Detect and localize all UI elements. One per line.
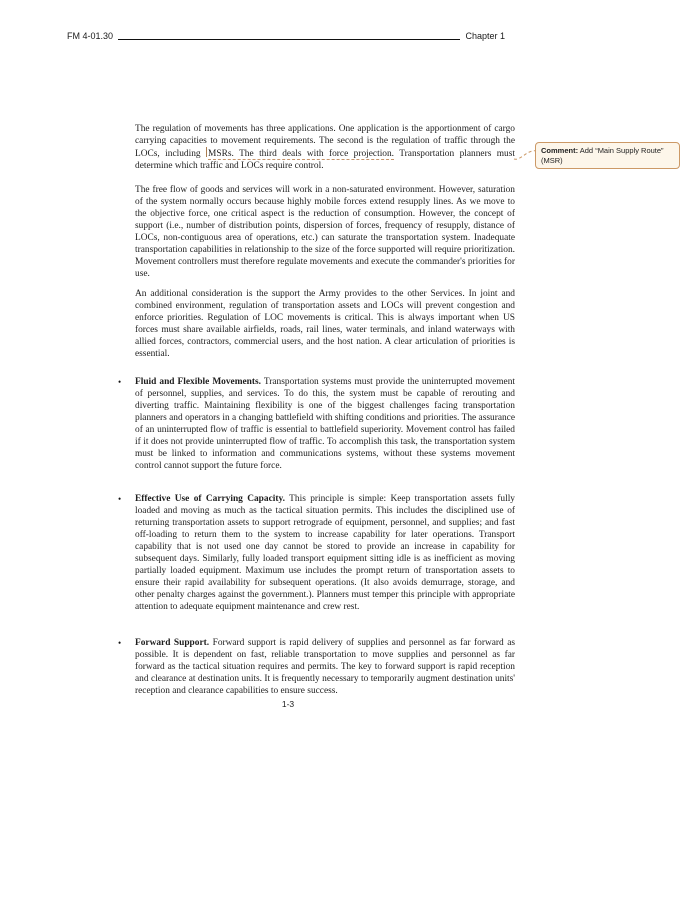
comment-balloon[interactable] <box>535 142 680 169</box>
bullet-paragraph: Transportation systems must provide the uninterrupted movement of personnel, supplies, and services. To do this, the system must be capable of rerouting and diverting traffic. Maintaining flexibility is one of the biggest challenges facing transportation planners and operators in a changing battlefield with shifting conditions and priorities. The assurance of an uninterrupted flow of traffic is essential to battlefield superiority. Movement control has failed if it does not provide uninterrupted flow of traffic. To accomplish this task, the transportation system must be linked to information and communications systems, without these systems movement control cannot support the future force. <box>135 377 515 471</box>
comment-anchor-marker <box>206 147 207 157</box>
header-doc-id: FM 4-01.30 <box>67 31 114 41</box>
bullet-heading: Fluid and Flexible Movements. <box>135 377 262 387</box>
header-chapter: Chapter 1 <box>465 31 505 41</box>
paragraph-regulation-of-movements <box>135 123 515 172</box>
paragraph-text: Transportation planners must determine which traffic and LOCs require control. <box>135 149 515 171</box>
bullet-body <box>135 493 515 613</box>
bullet-icon: • <box>118 494 122 504</box>
bullet-heading: Effective Use of Carrying Capacity. <box>135 494 285 504</box>
page-number: 1-3 <box>281 699 295 709</box>
bullet-icon: • <box>118 638 122 648</box>
bullet-item-fluid-flexible-movements <box>118 376 515 472</box>
bullet-body <box>135 637 515 697</box>
bullet-paragraph: Forward support is rapid delivery of supplies and personnel as far forward as possible. It is dependent on fast, reliable transportation to move supplies and personnel as far forward as the tactical situation requires and permits. The key to forward support is rapid reception and clearance at destination units. It is frequently necessary to temporarily augment destination units' reception and clearance capabilities to ensure success. <box>135 638 516 696</box>
bullet-paragraph: This principle is simple: Keep transportation assets fully loaded and moving as much as the tactical situation permits. This includes the disciplined use of returning transportation assets to support retrograde of equipment, personnel, and supplies; and fast off-loading to return them to the system to increase capability for later operations. Transport capability that is not used one day cannot be stored to provide an increase in capability for subsequent days. Similarly, fully loaded transport equipment sitting idle is as inefficient as moving partially loaded equipment. Maximum use includes the prompt return of transportation assets to ensure their rapid availability for subsequent operations. (It also avoids demurrage, storage, and other penalty charges against the government.). Planners must temper this principle with appropriate attention to adequate equipment maintenance and crew rest. <box>135 494 515 612</box>
comment-text: Add “Main Supply Route” (MSR) <box>541 146 664 165</box>
bullet-body <box>135 376 515 472</box>
paragraph-text: The regulation of movements has three applications. One application is the apportionment of cargo carrying capacities to movement requirements. The second is the regulation of traffic through the LOCs, including <box>135 124 515 159</box>
bullet-item-effective-use-carrying-capacity <box>118 493 515 613</box>
paragraph-free-flow: The free flow of goods and services will work in a non-saturated environment. However, saturation of the system normally occurs because highly mobile forces extend resupply lines. As we move to the objective force, one critical aspect is the reduction of consumption. However, the concept of support (i.e., number of distribution points, dispersion of forces, frequency of resupply, distance of LOCs, non-contiguous area of operations, etc.) can saturate the transportation system. Inadequate transportation capabilities in relationship to the size of the force supported will require prioritization. Movement controllers must therefore regulate movements and execute the commander's priorities for use. <box>135 185 515 279</box>
comment-label: Comment: <box>541 146 579 155</box>
bullet-icon: • <box>118 377 122 387</box>
commented-text-span[interactable]: MSRs. The third deals with force projection. <box>208 149 395 159</box>
paragraph-additional-consideration: An additional consideration is the support the Army provides to the other Services. In joint and combined environment, regulation of transportation assets and LOCs will prevent congestion and enforce priorities. Regulation of LOC movements is critical. This is always important when US forces must share available airfields, roads, rail lines, water terminals, and inland waterways with allied forces, contractors, commercial users, and the host nation. A clear articulation of priorities is essential. <box>135 289 515 359</box>
bullet-item-forward-support <box>118 637 515 697</box>
page-header <box>67 31 505 42</box>
header-rule <box>118 38 460 40</box>
bullet-heading: Forward Support. <box>135 638 210 648</box>
